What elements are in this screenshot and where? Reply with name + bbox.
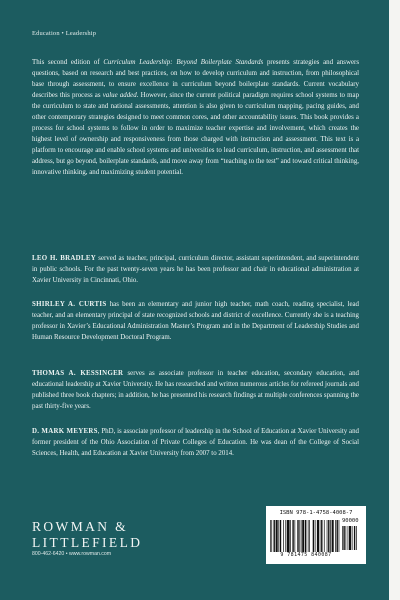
barcode-bar — [301, 520, 302, 552]
price-code: 90000 — [342, 518, 359, 524]
barcode-bar — [346, 526, 347, 550]
barcode-bar — [292, 520, 293, 552]
barcode-bar — [285, 520, 286, 552]
barcode-bar — [302, 520, 304, 552]
barcode-bar — [280, 520, 281, 552]
barcode-bar — [290, 520, 291, 552]
barcode-bar — [313, 520, 314, 552]
barcode-bar — [354, 526, 355, 550]
addon-barcode — [342, 526, 362, 550]
publisher-logo-line-2: LITTLEFIELD — [32, 535, 143, 550]
author-bio-kessinger — [32, 368, 359, 412]
barcode-bar — [356, 526, 357, 550]
author-bio-text: has been an elementary and junior high teacher, math coach, reading specialist, lead teacher, and an elementary principal of state recognized schools and district of excellence. Currently she is a teaching professor in Xavier’s Educational Administration Master’s Program and in the Department of Leadership Studies and Human Resource Development Doctoral Program. — [32, 301, 359, 341]
author-name: THOMAS A. KESSINGER — [32, 370, 124, 377]
author-bio-text: served as teacher, principal, curriculum director, assistant superintendent, and superintendent in public schools. For the past twenty-seven years he has been professor and chair in educational administration at Xavier University in Cincinnati, Ohio. — [32, 255, 359, 284]
barcode-bar — [337, 520, 338, 552]
author-bio-meyers — [32, 426, 359, 459]
barcode-bar — [343, 526, 344, 550]
barcode-bar — [339, 520, 340, 552]
barcode-bar — [299, 520, 300, 552]
barcode-bar — [349, 526, 351, 550]
barcode-panel — [266, 506, 366, 564]
barcode-bar — [309, 520, 310, 552]
value-added-term: value added — [102, 92, 137, 99]
description-middle: presents strategies and answers questions, based on research and best practices, on how to develop curriculum and instruction, from philosophical base through assessment, to ensure excellence in curriculum beyond boilerplate standards. Current vocabulary describes this process as — [32, 59, 360, 99]
barcode-bar — [315, 520, 316, 552]
barcode-bar — [317, 520, 319, 552]
barcode-bar — [305, 520, 306, 552]
barcode-bar — [321, 520, 322, 552]
category-label: Education • Leadership — [32, 30, 97, 37]
author-bio-curtis — [32, 299, 359, 343]
description-rest: . However, since the current political paradigm requires school systems to map the curriculum to state and national assessments, attention is also given to curriculum mapping, pacing guides, and other contemporary strategies designed to meet common cores, and other accountability issues. This book provides a process for school systems to follow in order to maximize teacher expertise and involvement, which creates the highest level of ownership and responsiveness from those charged with instruction and assessment. This text is a platform to encourage and enable school systems and universities to lead curriculum, instruction, and assessment that address, but go beyond, boilerplate standards, and move away from “teaching to the test” and toward critical thinking, innovative thinking, and maximizing student potential. — [32, 92, 360, 176]
barcode-bar — [352, 526, 353, 550]
author-name: D. MARK MEYERS — [32, 428, 98, 435]
barcode-bar — [283, 520, 284, 552]
barcode-bar — [276, 520, 278, 552]
author-bio-bradley — [32, 253, 359, 286]
barcode-bar — [332, 520, 334, 552]
barcode-bar — [320, 520, 321, 552]
publisher-logo-line-1: ROWMAN & — [32, 519, 129, 534]
barcode-bar — [324, 520, 325, 552]
barcode-bar — [308, 520, 309, 552]
ean-barcode — [270, 520, 340, 552]
author-bio-text: , PhD, is associate professor of leadership in the School of Education at Xavier University and former president of the Ohio Association of Private Colleges of Education. He was dean of the College of Social Sciences, Health, and Education at Xavier University from 2007 to 2014. — [32, 428, 359, 457]
barcode-bar — [330, 520, 331, 552]
isbn-label: ISBN 978-1-4758-4008-7 — [279, 510, 353, 516]
author-name: LEO H. BRADLEY — [32, 255, 97, 262]
book-title: Curriculum Leadership: Beyond Boilerplate Standards — [103, 59, 264, 66]
barcode-bar — [271, 520, 272, 552]
barcode-number: 9 781475 840087 — [280, 552, 332, 558]
barcode-bar — [295, 520, 296, 552]
publisher-contact: 800-462-6420 • www.rowman.com — [32, 551, 112, 557]
book-description — [32, 57, 359, 178]
barcode-bar — [342, 526, 343, 550]
barcode-bar — [327, 520, 328, 552]
barcode-bar — [328, 520, 329, 552]
author-name: SHIRLEY A. CURTIS — [32, 301, 107, 308]
page-edge — [389, 0, 400, 600]
barcode-bar — [287, 520, 290, 552]
barcode-bar — [270, 520, 271, 552]
description-lead: This second edition of — [32, 59, 104, 66]
barcode-bar — [274, 520, 275, 552]
barcode-bar — [297, 520, 298, 552]
author-bio-text: serves as associate professor in teacher education, secondary education, and educational leadership at Xavier University. He has researched and written numerous articles for refereed journals and published three book chapters; in addition, he has presented his research findings at multiple conferences spanning the past thirty-five years. — [32, 370, 359, 410]
publisher-logo — [32, 519, 142, 551]
barcode-bar — [348, 526, 349, 550]
barcode-bar — [278, 520, 279, 552]
barcode-bar — [335, 520, 336, 552]
